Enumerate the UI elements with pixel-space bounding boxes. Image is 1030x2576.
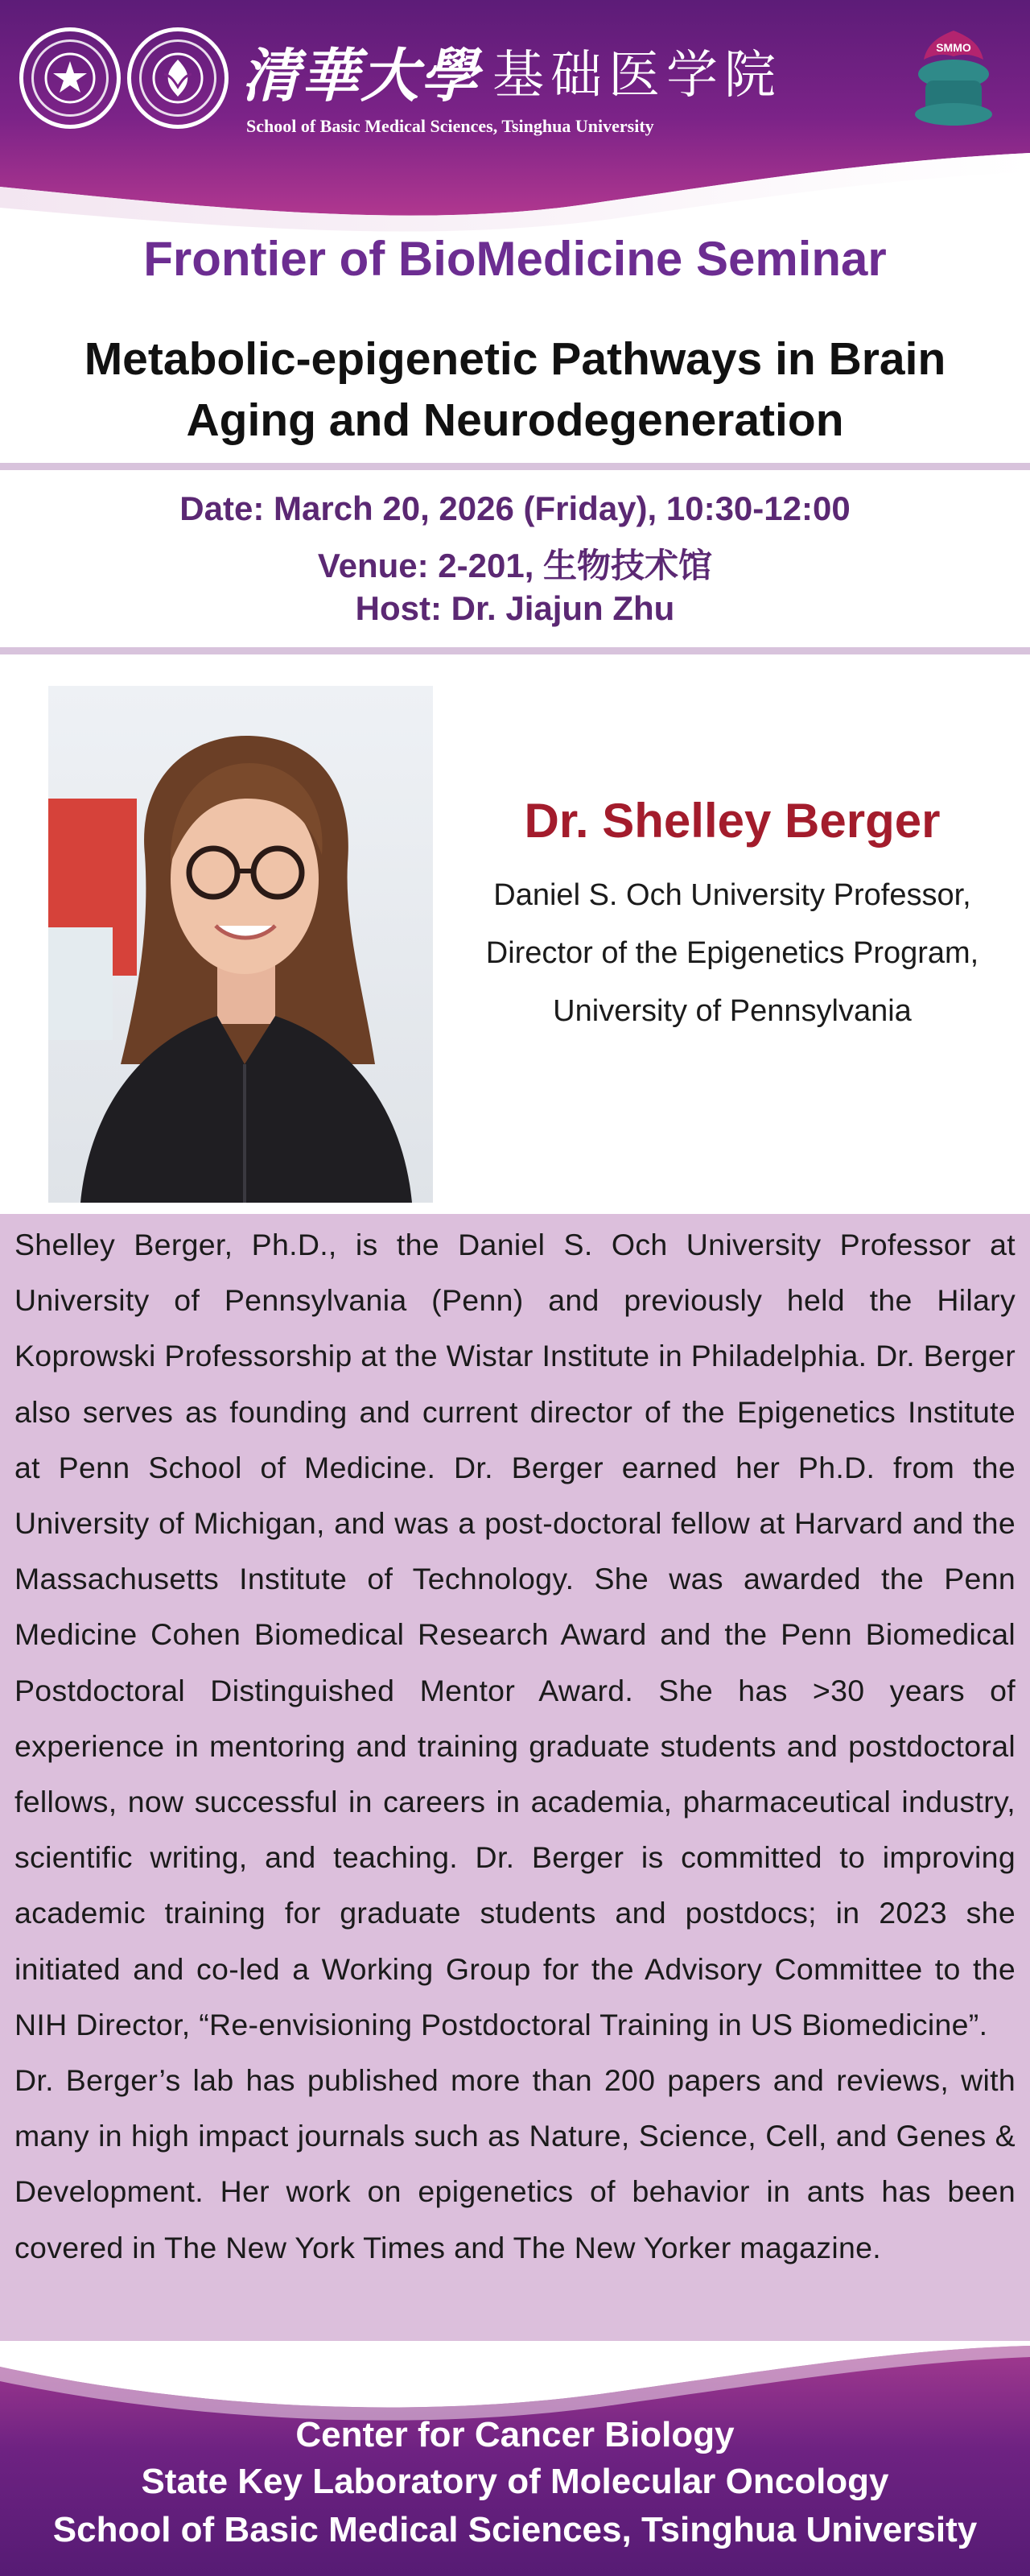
talk-title-line: Aging and Neurodegeneration [186,394,844,446]
bio-paragraph: Dr. Berger’s lab has published more than 200 papers and reviews, with many in high impact journals such as Nature, Science, Cell, and Genes & Development. Her work on epigenetics of behavior in ants has been covered in The New York Times and The New Yorker magazine. [14,2063,1016,2264]
svg-text:SMMO: SMMO [936,41,971,54]
talk-title [32,328,998,451]
speaker-affiliation: Daniel S. Och University Professor, [493,878,971,912]
talk-title-line: Metabolic-epigenetic Pathways in Brain [84,333,946,385]
speaker-name: Dr. Shelley Berger [524,794,941,848]
speaker-photo [48,686,433,1203]
school-name-cn: 基础医学院 [492,46,783,105]
bio-paragraph: Shelley Berger, Ph.D., is the Daniel S. Och University Professor at University of Pennsylvania (Penn) and previously held the Hilary Koprowski Professorship at the Wistar Institute in Philadelphia. Dr. Berger also serves as founding and current director of the Epigenetics Institute at Penn School of Medicine. Dr. Berger earned her Ph.D. from the University of Michigan, and was a post-doctoral fellow at Harvard and the Massachusetts Institute of Technology. She was awarded the Penn Medicine Cohen Biomedical Research Award and the Penn Biomedical Postdoctoral Distinguished Mentor Award. She has >30 years of experience in mentoring and training graduate students and postdoctoral fellows, now successful in careers in academia, pharmaceutical industry, scientific writing, and teaching. Dr. Berger is committed to improving academic training for graduate students and postdocs; in 2023 she initiated and co-led a Working Group for the Advisory Committee to the NIH Director, “Re-envisioning Postdoctoral Training in US Biomedicine”. [14,1228,1016,2041]
event-venue: Venue: 2-201, 生物技术馆 [317,547,713,584]
footer-org-line: State Key Laboratory of Molecular Oncology [141,2462,889,2501]
speaker-bio [14,1217,1016,2276]
tsinghua-seal-icon [19,27,121,129]
school-name-en: School of Basic Medical Sciences, Tsinghua University [246,116,654,136]
seminar-series-title: Frontier of BioMedicine Seminar [143,232,887,286]
divider [0,463,1030,470]
school-brand [241,29,782,137]
divider [0,647,1030,654]
footer-org-line: Center for Cancer Biology [295,2415,735,2454]
event-host: Host: Dr. Jiajun Zhu [355,589,675,627]
header-banner [0,0,1030,233]
speaker-affiliation: Director of the Epigenetics Program, [485,936,979,970]
footer-org-line: School of Basic Medical Sciences, Tsinghua University [52,2510,978,2549]
mascot-logo-icon [906,27,1001,130]
school-emblem-icon [127,27,229,129]
university-calligraphy: 清華大學 [241,41,480,109]
event-date: Date: March 20, 2026 (Friday), 10:30-12:00 [179,489,851,527]
speaker-affiliation: University of Pennsylvania [553,994,912,1028]
